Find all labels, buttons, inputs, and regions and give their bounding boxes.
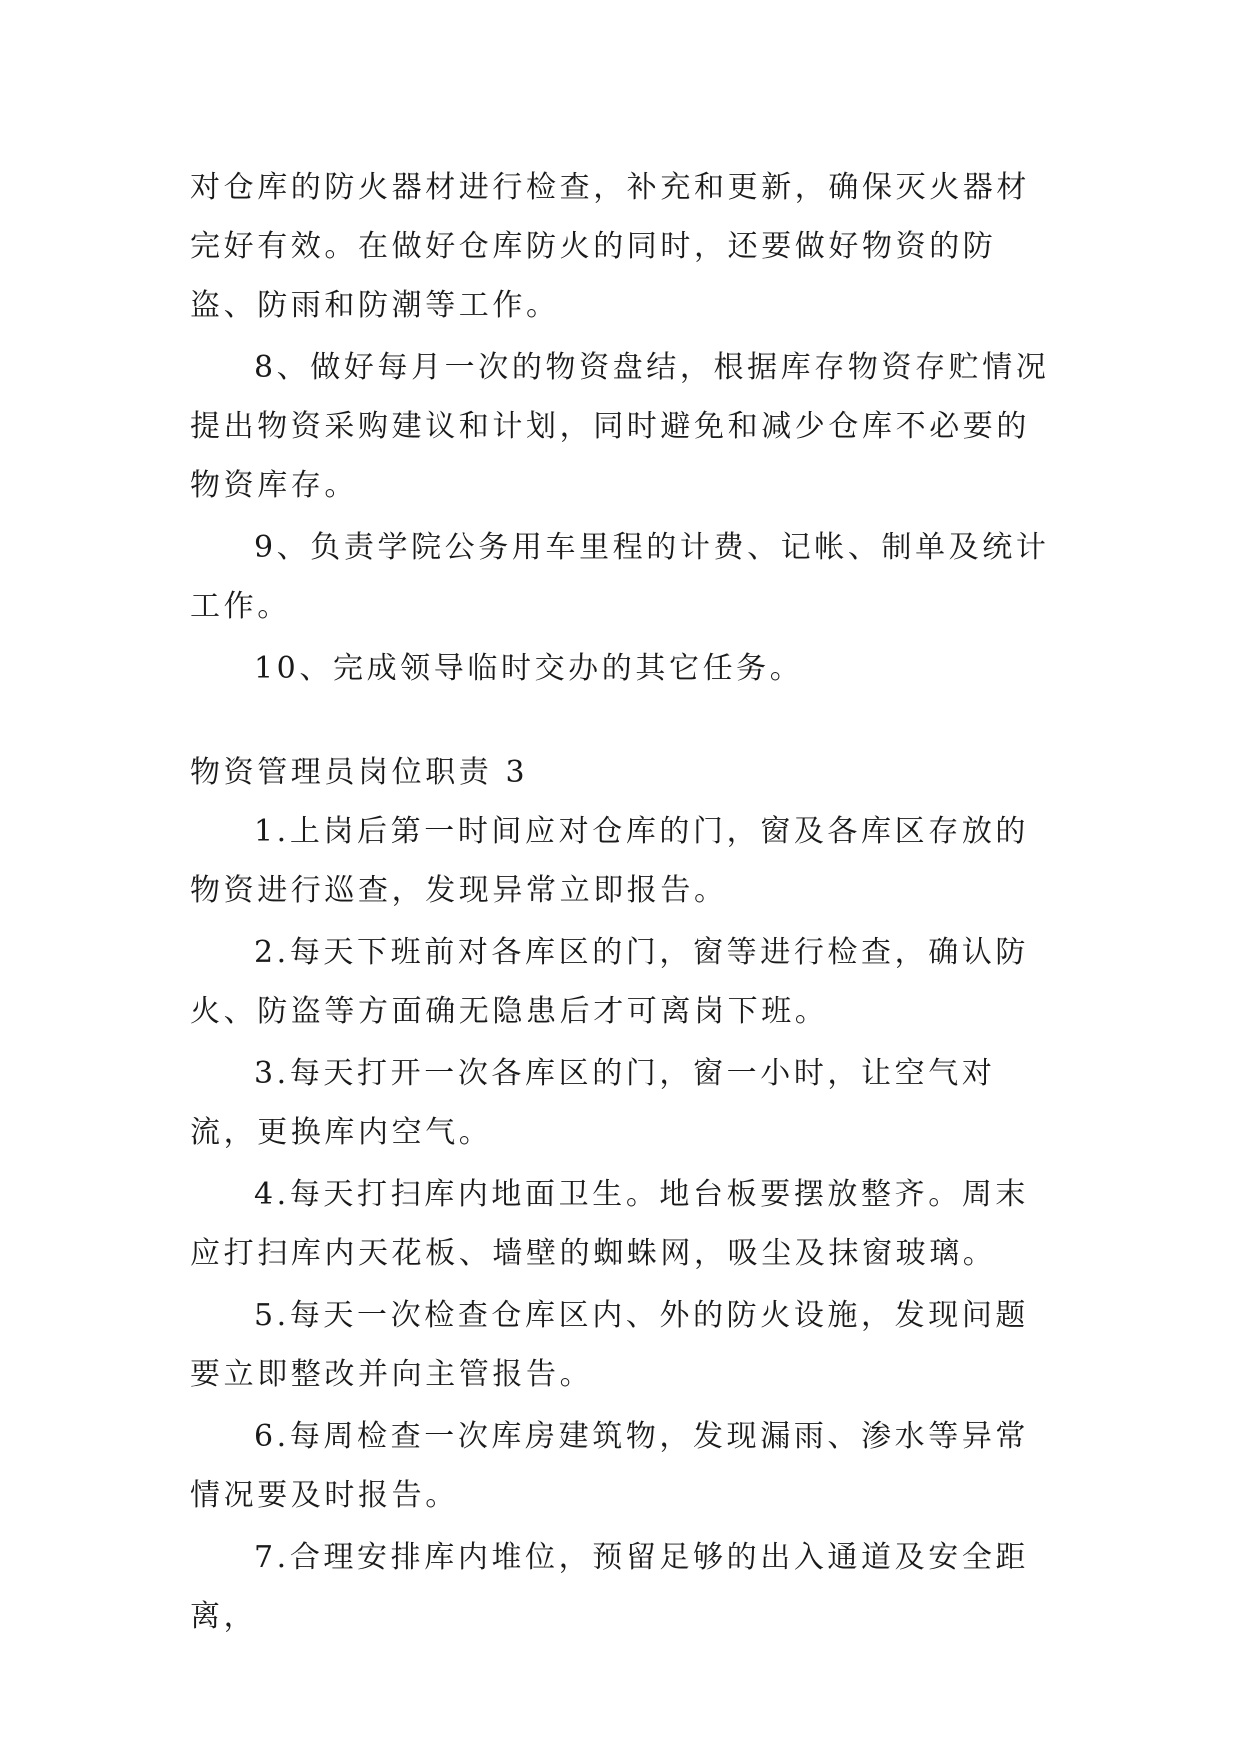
duty-item-2: 2.每天下班前对各库区的门，窗等进行检查，确认防火、防盗等方面确无隐患后才可离岗下班。 [190, 935, 1030, 1029]
document-body [190, 158, 1058, 1646]
paragraph-fire-equipment: 对仓库的防火器材进行检查，补充和更新，确保灭火器材完好有效。在做好仓库防火的同时，还要做好物资的防盗、防雨和防潮等工作。 [190, 170, 1030, 323]
paragraph-item-9: 9、负责学院公务用车里程的计费、记帐、制单及统计工作。 [190, 530, 1050, 624]
paragraph-item-8: 8、做好每月一次的物资盘结，根据库存物资存贮情况提出物资采购建议和计划，同时避免和减少仓库不必要的物资库存。 [190, 350, 1050, 503]
duty-item-7: 7.合理安排库内堆位，预留足够的出入通道及安全距离， [190, 1540, 1030, 1634]
duty-item-6: 6.每周检查一次库房建筑物，发现漏雨、渗水等异常情况要及时报告。 [190, 1419, 1030, 1513]
duty-item-1: 1.上岗后第一时间应对仓库的门，窗及各库区存放的物资进行巡查，发现异常立即报告。 [190, 814, 1030, 908]
duty-item-5: 5.每天一次检查仓库区内、外的防火设施，发现问题要立即整改并向主管报告。 [190, 1298, 1030, 1392]
paragraph-item-10: 10、完成领导临时交办的其它任务。 [254, 651, 804, 686]
duty-item-3: 3.每天打开一次各库区的门，窗一小时，让空气对流，更换库内空气。 [190, 1056, 996, 1150]
section-title: 物资管理员岗位职责 3 [190, 755, 529, 790]
duty-item-4: 4.每天打扫库内地面卫生。地台板要摆放整齐。周末应打扫库内天花板、墙壁的蜘蛛网，吸尘及抹窗玻璃。 [190, 1177, 1030, 1271]
